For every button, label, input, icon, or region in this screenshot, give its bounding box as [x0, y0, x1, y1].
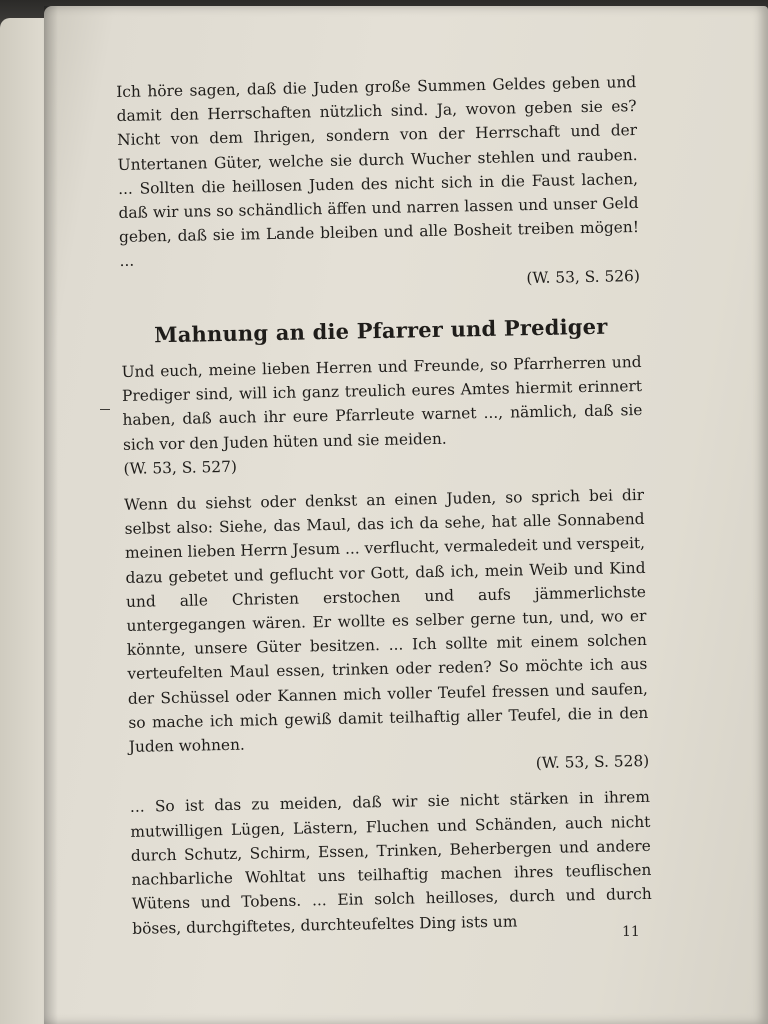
- section-heading: Mahnung an die Pfarrer und Prediger: [154, 313, 608, 348]
- citation-3: (W. 53, S. 528): [535, 752, 650, 773]
- page-gutter-shadow: [44, 6, 58, 1024]
- citation-2: (W. 53, S. 527): [123, 457, 238, 478]
- paragraph-4: ... So ist das zu meiden, daß wir sie nicht stärken in ihrem mutwilligen Lügen, Lästern, Fluchen und Schänden, auch nicht durch Schutz, Schirm, Essen, Trinken, Beherbergen und andere nachbarliche Wohltat uns teilhaftig machen ihres teuflischen Wütens und Tobens. ... Ein solch heilloses, durch und durch böses, durchgiftetes, durchteufeltes Ding ists um: [129, 788, 652, 938]
- paragraph-3: Wenn du siehst oder denkst an einen Juden, so sprich bei dir selbst also: Siehe, das Maul, das ich da sehe, hat alle Sonnabend meinen lieben Herrn Jesum ... verflucht, vermaledeit und verspeit, dazu gebetet und geflucht vor Gott, daß ich, mein Weib und Kind und alle Christen erstochen und aufs jämmerlichste untergegangen wären. Er wollte es selber gerne tun, und, wo er könnte, unsere Güter besitzen. ... Ich sollte mit einem solchen verteufelten Maul essen, trinken oder reden? So möchte ich aus der Schüssel oder Kannen mich voller Teufel fressen und saufen, so mache ich mich gewiß damit teilhaftig aller Teufel, die in den Juden wohnen.: [123, 485, 649, 756]
- pencil-mark: [100, 409, 110, 410]
- page-number: 11: [622, 924, 640, 940]
- paragraph-1: Ich höre sagen, daß die Juden große Summen Geldes geben und damit den Herrschaften nützlich sind. Ja, wovon geben sie es? Nicht von dem Ihrigen, sondern von der Herrschaft und der Untertanen Güter, welche sie durch Wucher stehlen und rauben. ... Sollten die heillosen Juden des nicht sich in die Faust lachen, daß wir uns so schändlich äffen und narren lassen und unser Geld geben, daß sie im Lande bleiben und alle Bosheit treiben mögen! ...: [116, 73, 640, 271]
- citation-1: (W. 53, S. 526): [526, 266, 641, 287]
- paragraph-2: Und euch, meine lieben Herren und Freunde, so Pfarrherren und Prediger sind, will ich ganz treulich eures Amtes hiermit erinnert haben, daß auch ihr eure Pfarrleute warnet ..., nämlich, daß sie sich vor den Juden hüten und sie meiden.: [121, 352, 643, 454]
- page-text-block: [116, 70, 652, 941]
